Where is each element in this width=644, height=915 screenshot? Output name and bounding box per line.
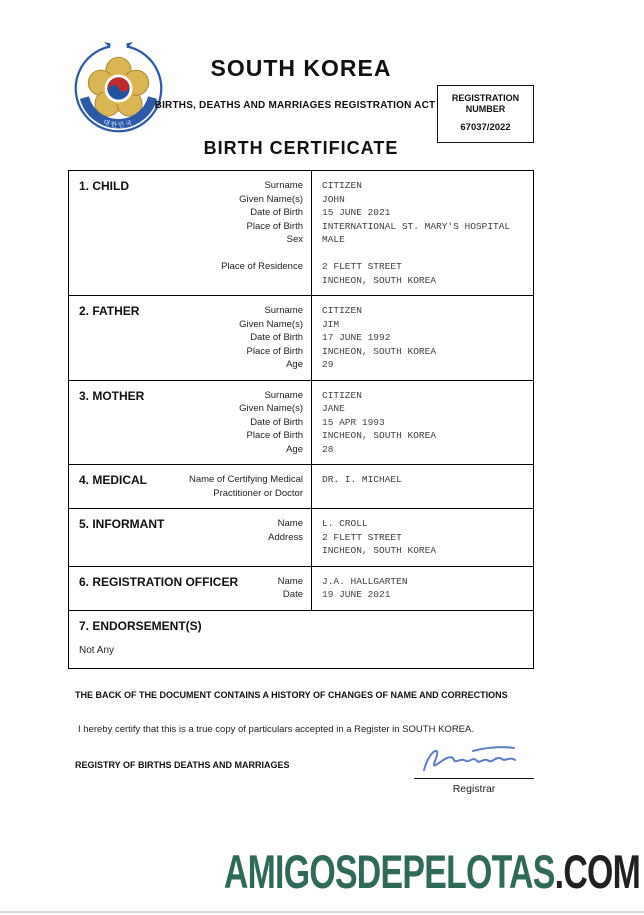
section-title: 5. INFORMANT xyxy=(79,517,165,531)
field-label: Sex xyxy=(286,234,303,245)
registration-number: 67037/2022 xyxy=(460,122,511,133)
field-value: CITIZEN xyxy=(322,389,362,401)
section-row xyxy=(69,610,533,668)
field-value: INTERNATIONAL ST. MARY'S HOSPITAL xyxy=(322,220,511,232)
field-value: 17 JUNE 1992 xyxy=(322,332,391,343)
field-value: 2 FLETT STREET xyxy=(322,261,402,272)
section-row xyxy=(69,380,533,465)
registration-number-box xyxy=(437,85,534,143)
section-title: 4. MEDICAL xyxy=(79,473,148,487)
field-label: Place of Birth xyxy=(246,345,303,357)
field-value: INCHEON, SOUTH KOREA xyxy=(322,345,437,357)
field-label: Given Name(s) xyxy=(239,403,303,414)
registration-label-line2: NUMBER xyxy=(465,104,506,114)
registrar-signature-icon xyxy=(418,742,522,776)
field-value: 19 JUNE 2021 xyxy=(322,589,391,600)
field-label: Name xyxy=(277,575,303,587)
field-value: MALE xyxy=(322,234,345,245)
field-label: Surname xyxy=(264,389,303,401)
section-title: 3. MOTHER xyxy=(79,388,145,403)
field-label: Surname xyxy=(264,180,303,191)
section-label-column xyxy=(69,171,311,295)
field-label: Name of Certifying Medical xyxy=(188,474,303,485)
section-row xyxy=(69,464,533,508)
field-labels xyxy=(278,575,303,602)
section-title: 2. FATHER xyxy=(79,304,140,318)
watermark xyxy=(224,846,640,898)
field-label xyxy=(268,544,303,558)
signature-line xyxy=(414,778,534,779)
section-label-column xyxy=(69,381,311,465)
field-values xyxy=(311,465,533,508)
section-label-column xyxy=(69,296,311,380)
field-label: Age xyxy=(286,359,303,370)
field-value: INCHEON, SOUTH KOREA xyxy=(322,274,437,286)
emblem-ribbon-text: 대한민국 xyxy=(102,118,135,130)
section-title: 6. REGISTRATION OFFICER xyxy=(79,574,239,589)
field-value: 2 FLETT STREET xyxy=(322,531,402,543)
field-label: Practitioner or Doctor xyxy=(213,487,303,499)
registry-name: REGISTRY OF BIRTHS DEATHS AND MARRIAGES xyxy=(75,760,290,770)
section-row xyxy=(69,566,533,610)
section-row xyxy=(69,171,533,295)
field-label: Given Name(s) xyxy=(239,193,303,205)
field-value: J.A. HALLGARTEN xyxy=(322,575,408,587)
back-of-document-note: THE BACK OF THE DOCUMENT CONTAINS A HISTORY OF CHANGES OF NAME AND CORRECTIONS xyxy=(75,690,508,700)
field-value: CITIZEN xyxy=(322,180,362,191)
certificate-table xyxy=(68,170,534,669)
field-label xyxy=(221,247,303,261)
field-labels xyxy=(239,304,303,372)
field-label xyxy=(221,274,303,288)
field-value: DR. I. MICHAEL xyxy=(322,474,402,485)
field-value: JIM xyxy=(322,318,340,330)
section-row xyxy=(69,508,533,566)
field-label: Place of Birth xyxy=(246,430,303,441)
field-value: INCHEON, SOUTH KOREA xyxy=(322,545,437,556)
field-value xyxy=(322,247,525,261)
field-value: 29 xyxy=(322,359,334,370)
country-title: SOUTH KOREA xyxy=(210,55,392,81)
field-label: Given Name(s) xyxy=(239,318,303,330)
section-row xyxy=(69,295,533,380)
field-label: Date of Birth xyxy=(250,332,303,343)
field-label: Date of Birth xyxy=(250,207,303,218)
watermark-tld: .COM xyxy=(554,845,640,898)
section-title: 7. ENDORSEMENT(S) xyxy=(79,618,202,633)
field-label: Surname xyxy=(264,305,303,316)
field-value: 15 APR 1993 xyxy=(322,416,385,428)
act-subtitle: BIRTHS, DEATHS AND MARRIAGES REGISTRATION ACT xyxy=(154,100,436,111)
field-label: Date xyxy=(282,589,303,600)
registrar-label: Registrar xyxy=(452,783,496,795)
field-label: Age xyxy=(286,443,303,455)
field-label: Place of Residence xyxy=(221,261,303,272)
field-value: JOHN xyxy=(322,193,345,205)
field-label: Name xyxy=(277,518,303,529)
section-label-column xyxy=(69,509,311,566)
field-value: 28 xyxy=(322,443,334,455)
field-value: 15 JUNE 2021 xyxy=(322,207,391,218)
field-value: L. CROLL xyxy=(322,518,368,529)
section-title: 1. CHILD xyxy=(79,179,130,193)
certification-statement: I hereby certify that this is a true copy of particulars accepted in a Register in SOUTH KOREA. xyxy=(78,724,474,735)
field-value: CITIZEN xyxy=(322,305,362,316)
field-labels xyxy=(239,389,303,457)
field-label: Date of Birth xyxy=(250,416,303,428)
section-label-column xyxy=(69,567,311,610)
section-note: Not Any xyxy=(79,644,115,656)
field-labels xyxy=(189,473,303,500)
field-value: INCHEON, SOUTH KOREA xyxy=(322,430,437,441)
field-values xyxy=(311,171,533,295)
field-labels xyxy=(268,517,303,558)
field-labels xyxy=(221,179,303,287)
field-value: JANE xyxy=(322,403,345,414)
watermark-brand: AMIGOSDEPELOTAS xyxy=(223,845,555,898)
document-title: BIRTH CERTIFICATE xyxy=(203,138,399,158)
field-values xyxy=(311,381,533,465)
registration-label-line1: REGISTRATION xyxy=(451,93,520,103)
field-label: Address xyxy=(268,531,303,543)
bottom-divider xyxy=(0,911,644,913)
field-label: Place of Birth xyxy=(246,220,303,232)
field-values xyxy=(311,296,533,380)
section-label-column xyxy=(69,465,311,508)
field-values xyxy=(311,567,533,610)
field-values xyxy=(311,509,533,566)
field-value xyxy=(322,487,525,501)
